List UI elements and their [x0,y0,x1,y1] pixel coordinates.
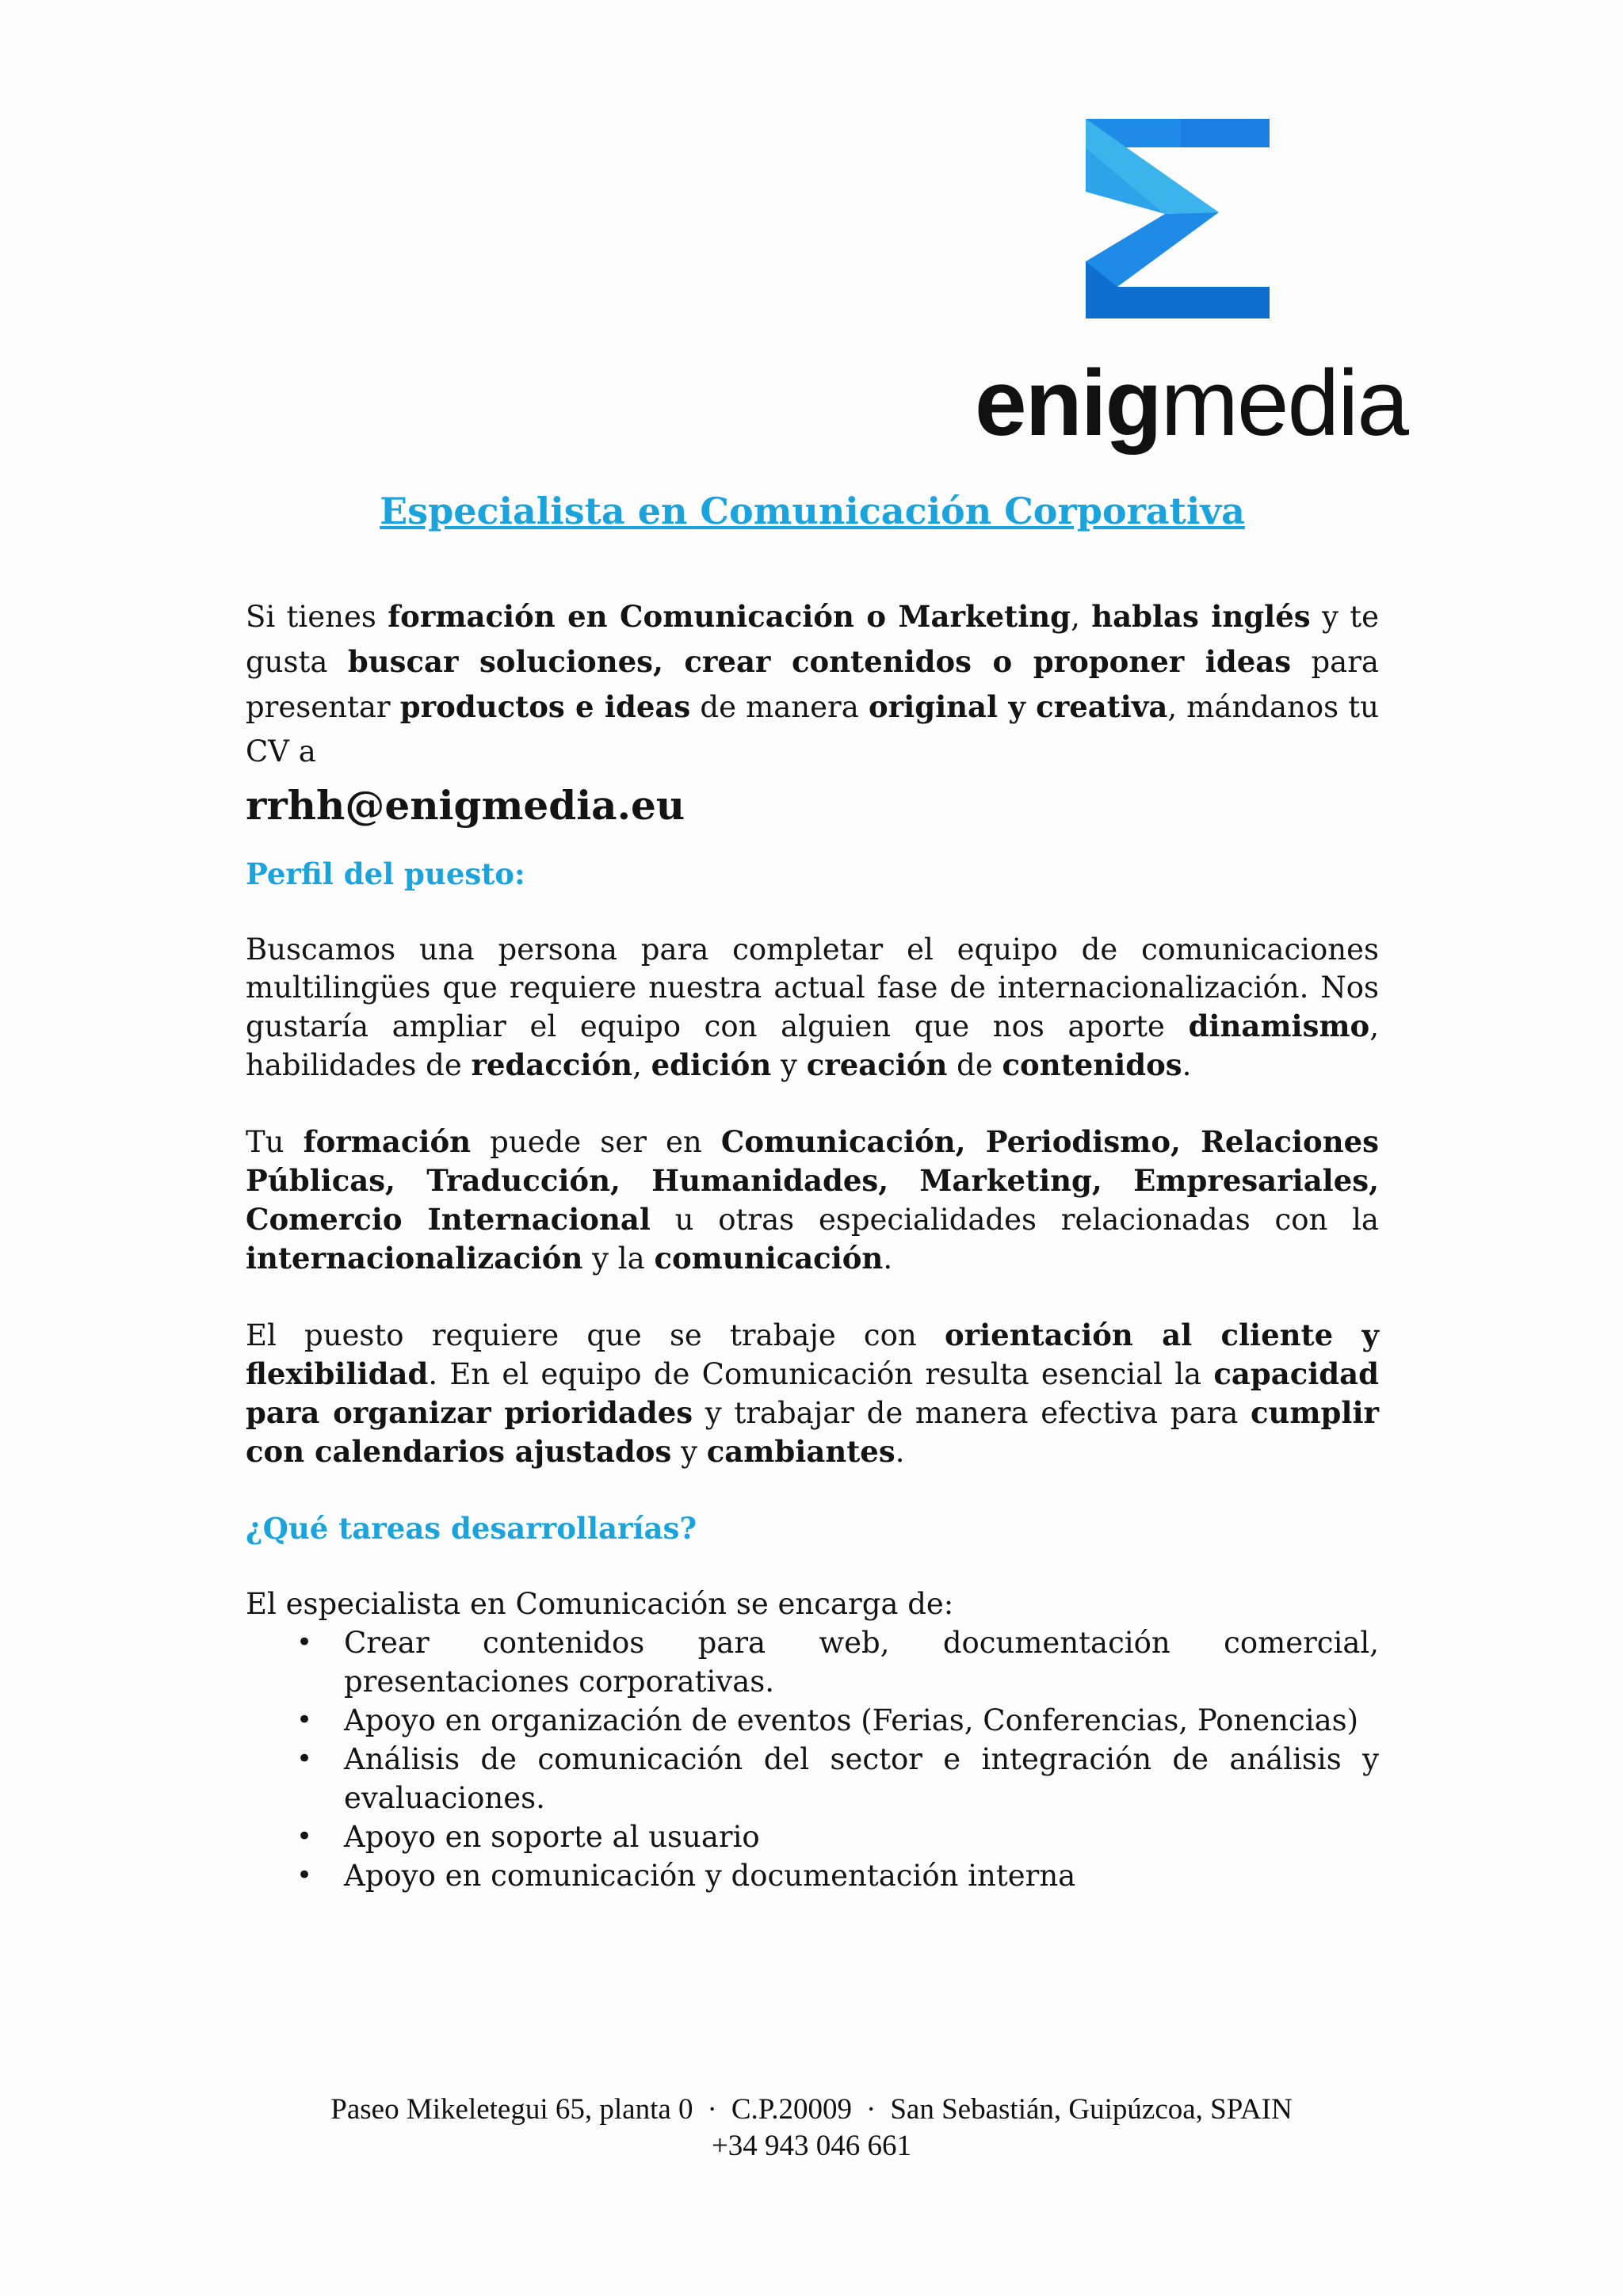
bullet-icon: • [296,1821,313,1852]
intro-text: y te gusta [246,600,1379,679]
para-bold: cambiantes [706,1434,896,1469]
tasks-intro: El especialista en Comunicación se encarga de: [246,1587,954,1621]
para-text: u otras especialidades relacionadas con la [650,1203,1379,1237]
para-bold: capacidad para organizar prioridades [246,1356,1379,1430]
para-bold: internacionalización [246,1241,583,1276]
enigmedia-sigma-logo-icon [1086,119,1276,321]
bullet-icon: • [296,1627,313,1658]
intro-text: , [1071,600,1092,634]
para-bold: comunicación [654,1241,884,1276]
intro-bold: hablas inglés [1091,599,1311,634]
intro-bold: productos e ideas [399,689,691,724]
para-bold: dinamismo [1188,1009,1370,1043]
intro-bold: buscar soluciones, crear contenidos o proponer ideas [347,644,1292,679]
para-bold: redacción [471,1047,633,1082]
list-item [246,1623,1379,1701]
intro-bold: original y creativa [868,689,1168,724]
para-bold: Comunicación, Periodismo, Relaciones Públicas, Traducción, Humanidades, Marketing, Empresariales, Comercio Internacional [246,1124,1379,1237]
task-text: Crear contenidos para web, documentación comercial, presentaciones corporativas. [344,1626,1379,1699]
para-text: Buscamos una persona para completar el equipo de comunicaciones multilingües que requiere nuestra actual fase de internacionalización. Nos gustaría ampliar el equipo con alguien que nos aporte [246,933,1379,1043]
perfil-paragraph-3 [246,1316,1379,1471]
footer-separator: · [866,2093,876,2126]
para-bold: edición [651,1047,772,1082]
list-item [246,1740,1379,1817]
task-text: Apoyo en comunicación y documentación interna [344,1859,1076,1893]
para-text: de [947,1048,1002,1082]
footer-address-line [0,2092,1623,2128]
wordmark-light: media [1160,351,1407,456]
contact-email[interactable]: rrhh@enigmedia.eu [246,782,685,829]
intro-text: Si tienes [246,600,388,634]
para-text: Tu [246,1125,304,1159]
para-text: y [671,1435,707,1469]
bullet-icon: • [296,1859,313,1891]
wordmark-strong: enig [975,351,1161,456]
para-text: . [1182,1048,1192,1082]
footer-city: San Sebastián, Guipúzcoa, SPAIN [890,2093,1293,2126]
intro-bold: formación en Comunicación o Marketing [388,599,1071,634]
para-text: y la [582,1241,655,1276]
document-content [246,483,1379,1895]
bullet-icon: • [296,1743,313,1775]
footer-separator: · [707,2093,717,2126]
section-title-tareas: ¿Qué tareas desarrollarías? [246,1511,697,1546]
intro-text: para presentar [246,645,1379,724]
para-text: puede ser en [471,1125,721,1159]
tasks-list [246,1623,1379,1895]
para-text: . [895,1435,905,1469]
task-text: Apoyo en soporte al usuario [344,1820,760,1854]
list-item [246,1817,1379,1856]
perfil-paragraph-1 [246,931,1379,1085]
footer-postal: C.P.20009 [731,2093,853,2126]
para-bold: contenidos [1002,1047,1182,1082]
para-text: , [632,1048,651,1082]
intro-text: , mándanos tu CV a [246,690,1379,769]
section-title-perfil: Perfil del puesto: [246,856,525,891]
para-bold: formación [303,1124,472,1159]
footer-address: Paseo Mikeletegui 65, planta 0 [330,2093,693,2126]
para-bold: orientación al cliente y flexibilidad [246,1318,1379,1391]
para-text: . En el equipo de Comunicación resulta esencial la [428,1357,1214,1391]
footer-phone: +34 943 046 661 [711,2130,912,2162]
para-text: . [883,1241,893,1276]
para-text: y [771,1048,807,1082]
list-item [246,1856,1379,1895]
enigmedia-wordmark [975,351,1407,456]
para-bold: cumplir con calendarios ajustados [246,1395,1379,1469]
job-title: Especialista en Comunicación Corporativa [380,490,1245,532]
para-text: , habilidades de [246,1009,1379,1082]
para-text: y trabajar de manera efectiva para [693,1396,1251,1430]
intro-paragraph [246,594,1379,834]
page-footer [0,2092,1623,2164]
intro-text: de manera [690,690,869,724]
para-bold: creación [806,1047,948,1082]
bullet-icon: • [296,1704,313,1736]
list-item [246,1701,1379,1740]
task-text: Análisis de comunicación del sector e integración de análisis y evaluaciones. [344,1742,1379,1815]
task-text: Apoyo en organización de eventos (Ferias, Conferencias, Ponencias) [344,1703,1359,1737]
perfil-paragraph-2 [246,1123,1379,1278]
enigmedia-logo [975,119,1407,456]
para-text: El puesto requiere que se trabaje con [246,1318,945,1352]
